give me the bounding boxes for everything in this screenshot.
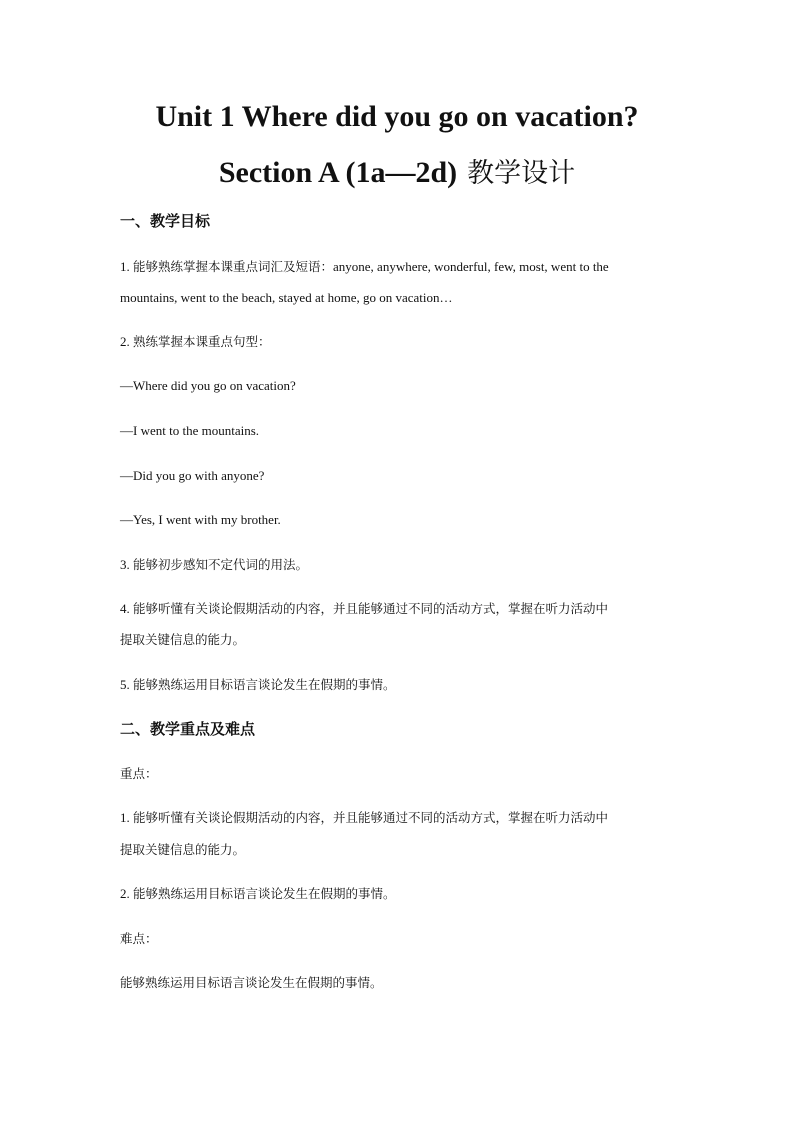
objective-3-text: 能够初步感知不定代词的用法。 (133, 557, 309, 572)
objective-4-text: 能够听懂有关谈论假期活动的内容，并且能够通过不同的活动方式，掌握在听力活动中 (133, 601, 609, 616)
objective-5-text: 能够熟练运用目标语言谈论发生在假期的事情。 (133, 677, 396, 692)
key-point-1 (120, 808, 680, 828)
section-heading-key-points: 二、教学重点及难点 (120, 720, 256, 738)
objective-1-vocab: anyone, anywhere, wonderful, few, most, went to the (333, 259, 609, 274)
objective-4-number: 4. (120, 601, 133, 616)
key-point-2-number: 2. (120, 886, 133, 901)
dialogue-line: —Did you go with anyone? (120, 468, 265, 483)
key-point-1-number: 1. (120, 810, 133, 825)
objective-2-number: 2. (120, 334, 133, 349)
objective-2 (120, 332, 680, 352)
objective-1 (120, 257, 680, 277)
objective-5 (120, 675, 680, 695)
key-point-2 (120, 884, 680, 904)
key-point-2-text: 能够熟练运用目标语言谈论发生在假期的事情。 (133, 886, 396, 901)
dialogue-line: —Yes, I went with my brother. (120, 512, 281, 527)
section-heading-objectives: 一、教学目标 (120, 212, 211, 230)
subtitle-section: Section A (1a—2d) (218, 156, 458, 189)
key-point-1-text: 能够听懂有关谈论假期活动的内容，并且能够通过不同的活动方式，掌握在听力活动中 (133, 810, 609, 825)
objective-5-number: 5. (120, 677, 133, 692)
dialogue-line: —Where did you go on vacation? (120, 378, 296, 393)
key-point-1-text-continued: 提取关键信息的能力。 (120, 842, 246, 857)
difficulty-point (120, 973, 680, 993)
document-subtitle (0, 155, 794, 192)
dialogue-line: —I went to the mountains. (120, 423, 260, 438)
objective-1-number: 1. (120, 259, 133, 274)
document-title: Unit 1 Where did you go on vacation? (155, 100, 639, 133)
objective-4-continued (120, 630, 680, 650)
key-points-label (120, 764, 680, 784)
difficulty-point-text: 能够熟练运用目标语言谈论发生在假期的事情。 (120, 975, 383, 990)
objective-3-number: 3. (120, 557, 133, 572)
objective-2-text: 熟练掌握本课重点句型： (133, 334, 271, 349)
objective-3 (120, 555, 680, 575)
difficulty-label (120, 929, 680, 949)
objective-4-text-continued: 提取关键信息的能力。 (120, 632, 246, 647)
objective-1-text: 能够熟练掌握本课重点词汇及短语： (133, 259, 334, 274)
subtitle-design: 教学设计 (467, 158, 576, 189)
difficulty-label-text: 难点： (120, 931, 158, 946)
key-points-label-text: 重点： (120, 766, 158, 781)
key-point-1-continued (120, 840, 680, 860)
objective-1-continued: mountains, went to the beach, stayed at home, go on vacation… (120, 290, 453, 305)
objective-4 (120, 599, 680, 619)
